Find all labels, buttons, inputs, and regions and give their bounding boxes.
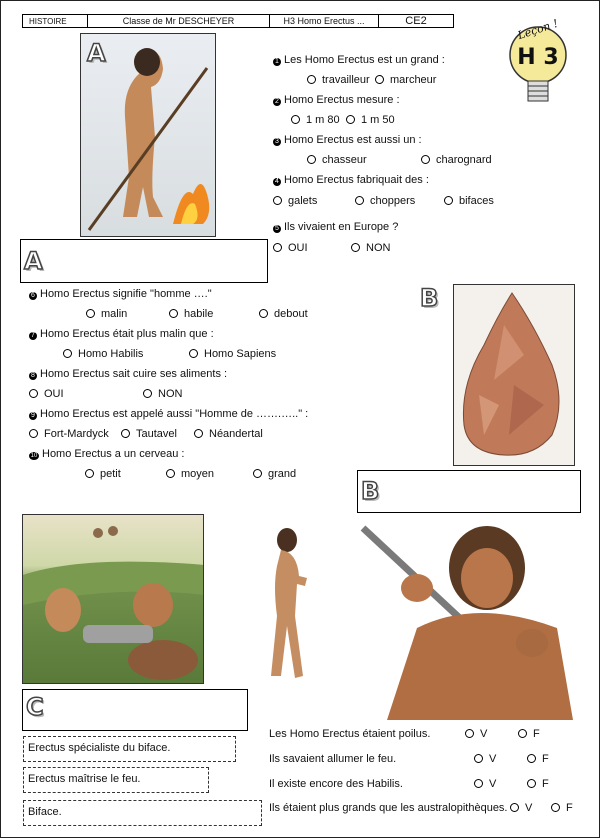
question-9 (29, 408, 308, 420)
question-number: 4 (273, 178, 281, 186)
vf-false-3[interactable] (527, 778, 549, 790)
question-number: 5 (273, 225, 281, 233)
option-label: debout (274, 308, 308, 320)
radio-circle-icon[interactable] (474, 779, 483, 788)
vf-false-1[interactable] (518, 728, 540, 740)
radio-circle-icon[interactable] (291, 115, 300, 124)
radio-circle-icon[interactable] (273, 196, 282, 205)
radio-circle-icon[interactable] (518, 729, 527, 738)
label-b-picture: B (420, 284, 439, 312)
radio-circle-icon[interactable] (259, 309, 268, 318)
option-non-europe[interactable] (351, 242, 390, 254)
option-moyen[interactable] (166, 468, 214, 480)
option-label: Tautavel (136, 428, 177, 440)
option-habile[interactable] (169, 308, 213, 320)
option-label: 1 m 80 (306, 114, 340, 126)
label-b-box: B (361, 477, 380, 505)
option-label: chasseur (322, 154, 367, 166)
option-chasseur[interactable] (307, 154, 367, 166)
vf-true-2[interactable] (474, 753, 496, 765)
label-biface[interactable]: Biface. (23, 800, 262, 826)
answer-box-b[interactable] (357, 470, 581, 513)
radio-circle-icon[interactable] (510, 803, 519, 812)
radio-circle-icon[interactable] (421, 155, 430, 164)
radio-circle-icon[interactable] (551, 803, 560, 812)
radio-circle-icon[interactable] (307, 75, 316, 84)
false-label: F (542, 778, 549, 790)
question-text: Ils vivaient en Europe ? (284, 221, 399, 233)
option-oui-cuire[interactable] (29, 388, 64, 400)
option-label: grand (268, 468, 297, 480)
question-number: 10 (30, 453, 38, 459)
radio-circle-icon[interactable] (189, 349, 198, 358)
question-number: 2 (273, 98, 281, 106)
erectus-closeup-spear-image (357, 518, 579, 720)
walking-erectus-image (251, 526, 329, 686)
question-text: Homo Erectus était plus malin que : (40, 328, 214, 340)
question-3 (273, 134, 422, 146)
option-label: habile (184, 308, 214, 320)
subject-cell: HISTOIRE (22, 14, 88, 28)
option-homo-habilis[interactable] (63, 348, 143, 360)
radio-circle-icon[interactable] (166, 469, 175, 478)
radio-circle-icon[interactable] (375, 75, 384, 84)
vf-false-4[interactable] (551, 802, 573, 814)
true-label: V (480, 728, 488, 740)
option-label: 1 m 50 (361, 114, 395, 126)
option-tautavel[interactable] (121, 428, 177, 440)
question-number: 8 (29, 372, 37, 380)
option-label: marcheur (390, 74, 437, 86)
question-text: Homo Erectus mesure : (284, 94, 400, 106)
label-maitrise-feu[interactable]: Erectus maîtrise le feu. (23, 767, 209, 793)
question-text: Les Homo Erectus est un grand : (284, 54, 445, 66)
biface-stone-image (453, 284, 575, 466)
label-a-picture: A (87, 39, 106, 67)
option-label: OUI (288, 242, 308, 254)
option-galets[interactable] (273, 195, 317, 207)
option-label: OUI (44, 388, 64, 400)
option-choppers[interactable] (355, 195, 415, 207)
label-c-box: C (26, 693, 44, 721)
radio-circle-icon[interactable] (29, 389, 38, 398)
option-marcheur[interactable] (375, 74, 436, 86)
option-non-cuire[interactable] (143, 388, 182, 400)
label-a-box: A (24, 247, 43, 275)
radio-circle-icon[interactable] (85, 469, 94, 478)
vf-false-2[interactable] (527, 753, 549, 765)
radio-circle-icon[interactable] (253, 469, 262, 478)
radio-circle-icon[interactable] (86, 309, 95, 318)
false-label: F (533, 728, 540, 740)
radio-circle-icon[interactable] (527, 754, 536, 763)
false-label: F (542, 753, 549, 765)
erectus-group-scene-image (22, 514, 204, 684)
option-label: travailleur (322, 74, 370, 86)
option-label: charognard (436, 154, 492, 166)
option-travailleur[interactable] (307, 74, 370, 86)
question-number: 1 (273, 58, 281, 66)
option-charognard[interactable] (421, 154, 492, 166)
question-number: 7 (29, 332, 37, 340)
option-1m80[interactable] (291, 114, 340, 126)
radio-circle-icon[interactable] (194, 429, 203, 438)
vf-true-4[interactable] (510, 802, 532, 814)
radio-circle-icon[interactable] (444, 196, 453, 205)
question-8 (29, 368, 227, 380)
label-specialiste-biface[interactable]: Erectus spécialiste du biface. (23, 736, 236, 762)
question-1 (273, 54, 445, 66)
question-7 (29, 328, 214, 340)
question-number: 6 (29, 292, 37, 300)
question-10 (29, 448, 184, 460)
radio-circle-icon[interactable] (527, 779, 536, 788)
option-label: NON (158, 388, 183, 400)
question-text: Homo Erectus sait cuire ses aliments : (40, 368, 228, 380)
question-text: Homo Erectus est aussi un : (284, 134, 422, 146)
option-grand[interactable] (253, 468, 296, 480)
option-label: petit (100, 468, 121, 480)
vf-statement-4: Ils étaient plus grands que les australopithèques. (269, 802, 508, 814)
option-homo-sapiens[interactable] (189, 348, 276, 360)
question-text: Homo Erectus a un cerveau : (42, 448, 185, 460)
vf-statement-2: Ils savaient allumer le feu. (269, 753, 397, 765)
option-neandertal[interactable] (194, 428, 263, 440)
level-cell: CE2 (378, 14, 454, 28)
true-label: V (489, 753, 497, 765)
question-5 (273, 221, 398, 233)
true-label: V (489, 778, 497, 790)
badge-script: Leçon ! (516, 16, 560, 43)
vf-statement-1: Les Homo Erectus étaient poilus. (269, 728, 431, 740)
answer-box-c[interactable] (22, 689, 248, 731)
radio-circle-icon[interactable] (29, 429, 38, 438)
option-label: NON (366, 242, 391, 254)
option-label: Homo Sapiens (204, 348, 277, 360)
option-label: galets (288, 195, 318, 207)
option-fort-mardyck[interactable] (29, 428, 109, 440)
option-label: choppers (370, 195, 416, 207)
option-label: Fort-Mardyck (44, 428, 109, 440)
question-text: Homo Erectus fabriquait des : (284, 174, 429, 186)
question-number: 9 (29, 412, 37, 420)
option-debout[interactable] (259, 308, 308, 320)
question-4 (273, 174, 429, 186)
option-petit[interactable] (85, 468, 121, 480)
question-2 (273, 94, 400, 106)
question-number: 3 (273, 138, 281, 146)
vf-true-1[interactable] (465, 728, 487, 740)
vf-statement-3: Il existe encore des Habilis. (269, 778, 403, 790)
radio-circle-icon[interactable] (143, 389, 152, 398)
radio-circle-icon[interactable] (474, 754, 483, 763)
option-malin[interactable] (86, 308, 127, 320)
badge-code: H 3 (517, 45, 559, 70)
radio-circle-icon[interactable] (273, 243, 282, 252)
option-label: bifaces (459, 195, 494, 207)
radio-circle-icon[interactable] (351, 243, 360, 252)
false-label: F (566, 802, 573, 814)
lesson-cell: H3 Homo Erectus ... (269, 14, 379, 28)
question-6 (29, 288, 212, 300)
answer-box-a[interactable] (20, 239, 268, 283)
option-bifaces[interactable] (444, 195, 494, 207)
radio-circle-icon[interactable] (346, 115, 355, 124)
vf-true-3[interactable] (474, 778, 496, 790)
option-label: Néandertal (209, 428, 263, 440)
radio-circle-icon[interactable] (355, 196, 364, 205)
radio-circle-icon[interactable] (307, 155, 316, 164)
option-1m50[interactable] (346, 114, 395, 126)
radio-circle-icon[interactable] (121, 429, 130, 438)
radio-circle-icon[interactable] (63, 349, 72, 358)
radio-circle-icon[interactable] (465, 729, 474, 738)
teacher-cell: Classe de Mr DESCHEYER (87, 14, 270, 28)
option-oui-europe[interactable] (273, 242, 308, 254)
true-label: V (525, 802, 533, 814)
option-label: malin (101, 308, 128, 320)
option-label: Homo Habilis (78, 348, 144, 360)
question-text: Homo Erectus est appelé aussi "Homme de …….….." : (40, 408, 309, 420)
option-label: moyen (181, 468, 215, 480)
radio-circle-icon[interactable] (169, 309, 178, 318)
question-text: Homo Erectus signifie "homme …." (40, 288, 212, 300)
